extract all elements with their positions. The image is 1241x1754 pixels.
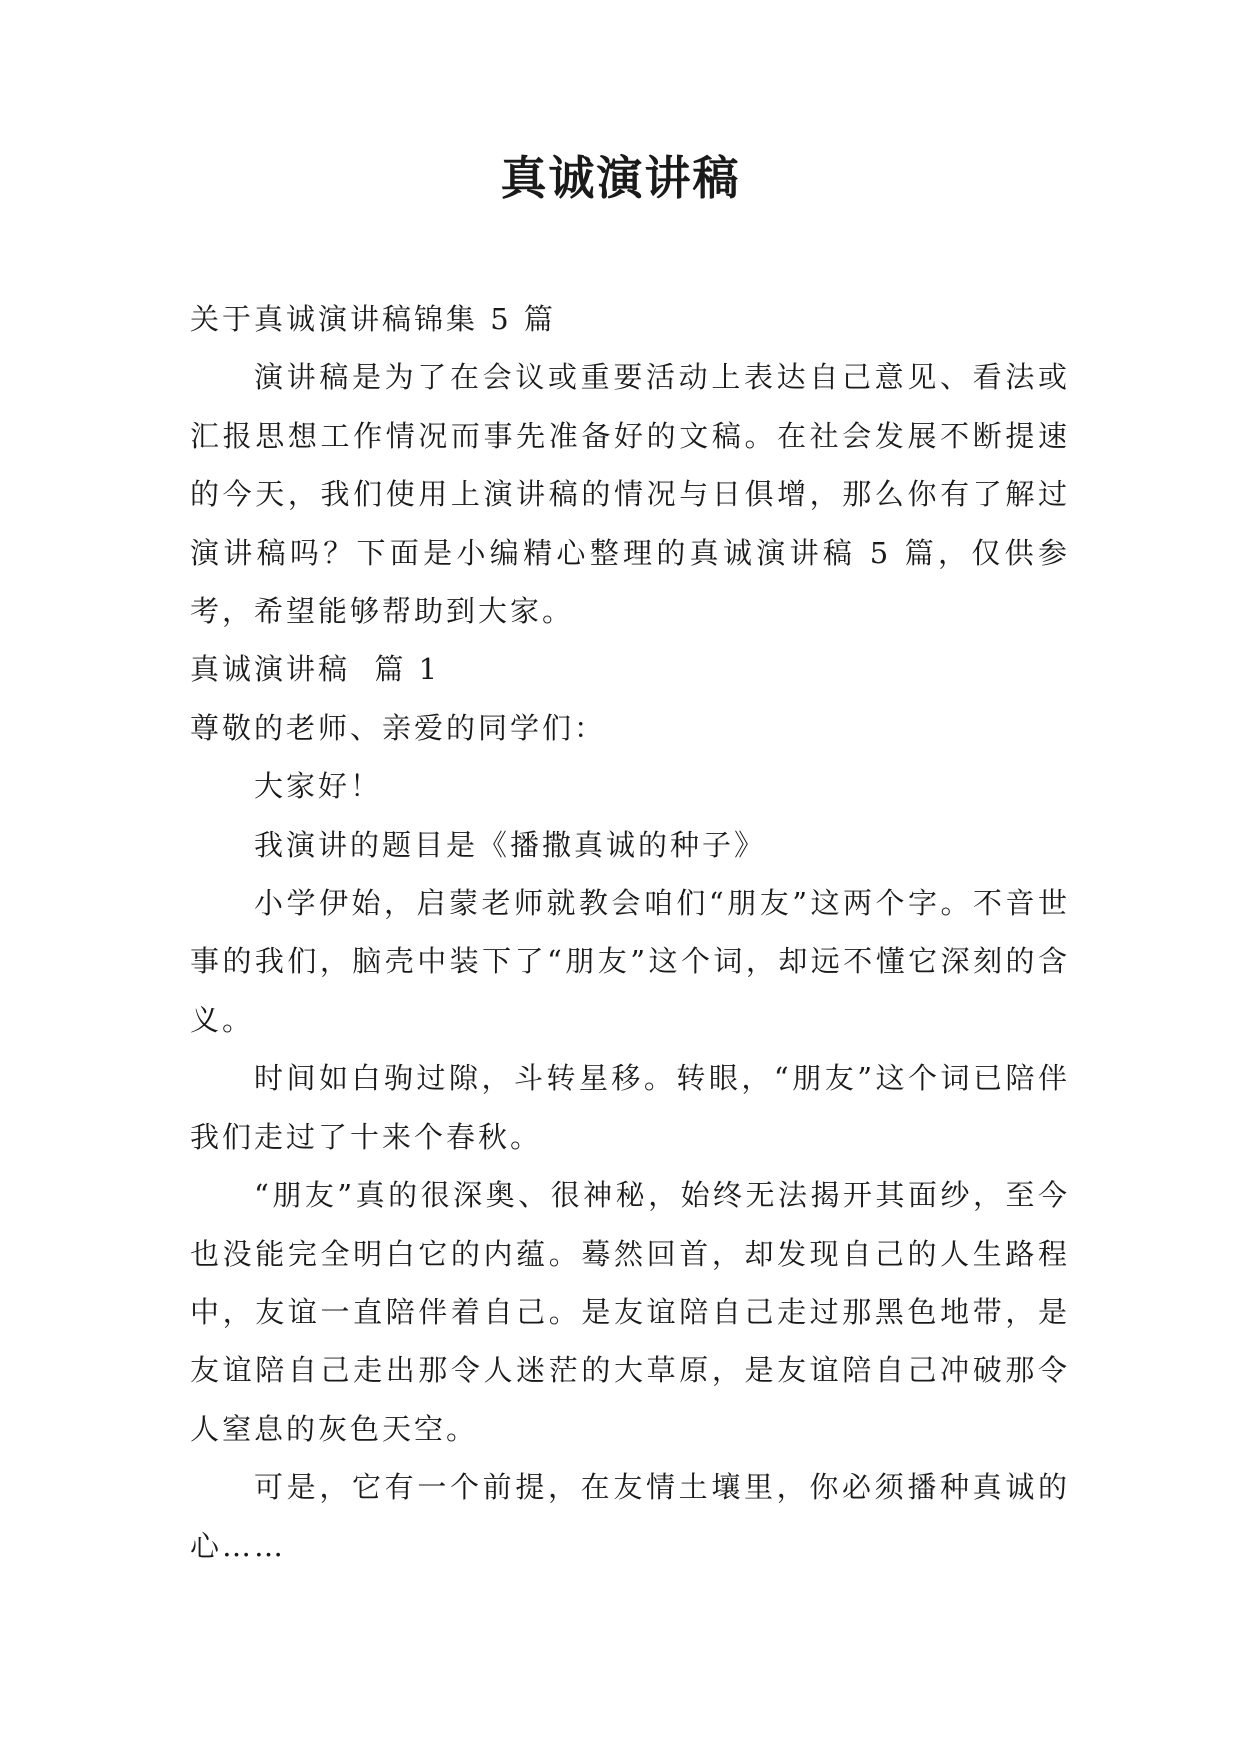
speech-topic: 我演讲的题目是《播撒真诚的种子》 [254, 827, 767, 862]
section-heading: 真诚演讲稿 篇 1 [190, 652, 441, 687]
greeting: 大家好！ [254, 769, 383, 804]
salutation: 尊敬的老师、亲爱的同学们： [190, 710, 607, 745]
body-paragraph: “朋友”真的很深奥、很神秘，始终无法揭开其面纱，至今也没能完全明白它的内蕴。蓦然回首，却发现自己的人生路程中，友谊一直陪伴着自己。是友谊陪自己走过那黑色地带，是友谊陪自己走出那令人迷茫的大草原，是友谊陪自己冲破那令人窒息的灰色天空。 [190, 1178, 1070, 1446]
body-paragraph: 可是，它有一个前提，在友情土壤里，你必须播种真诚的心…… [190, 1470, 1070, 1563]
document-body [190, 290, 1070, 1575]
body-paragraph: 小学伊始，启蒙老师就教会咱们“朋友”这两个字。不音世事的我们，脑壳中装下了“朋友”这个词，却远不懂它深刻的含义。 [190, 886, 1070, 1037]
body-paragraph: 时间如白驹过隙，斗转星移。转眼，“朋友”这个词已陪伴我们走过了十来个春秋。 [190, 1061, 1070, 1154]
document-title: 真诚演讲稿 [500, 151, 741, 205]
intro-paragraph: 演讲稿是为了在会议或重要活动上表达自己意见、看法或汇报思想工作情况而事先准备好的文稿。在社会发展不断提速的今天，我们使用上演讲稿的情况与日俱增，那么你有了解过演讲稿吗？下面是小编精心整理的真诚演讲稿 5 篇，仅供参考，希望能够帮助到大家。 [190, 360, 1070, 629]
document-subtitle: 关于真诚演讲稿锦集 5 篇 [190, 302, 556, 336]
